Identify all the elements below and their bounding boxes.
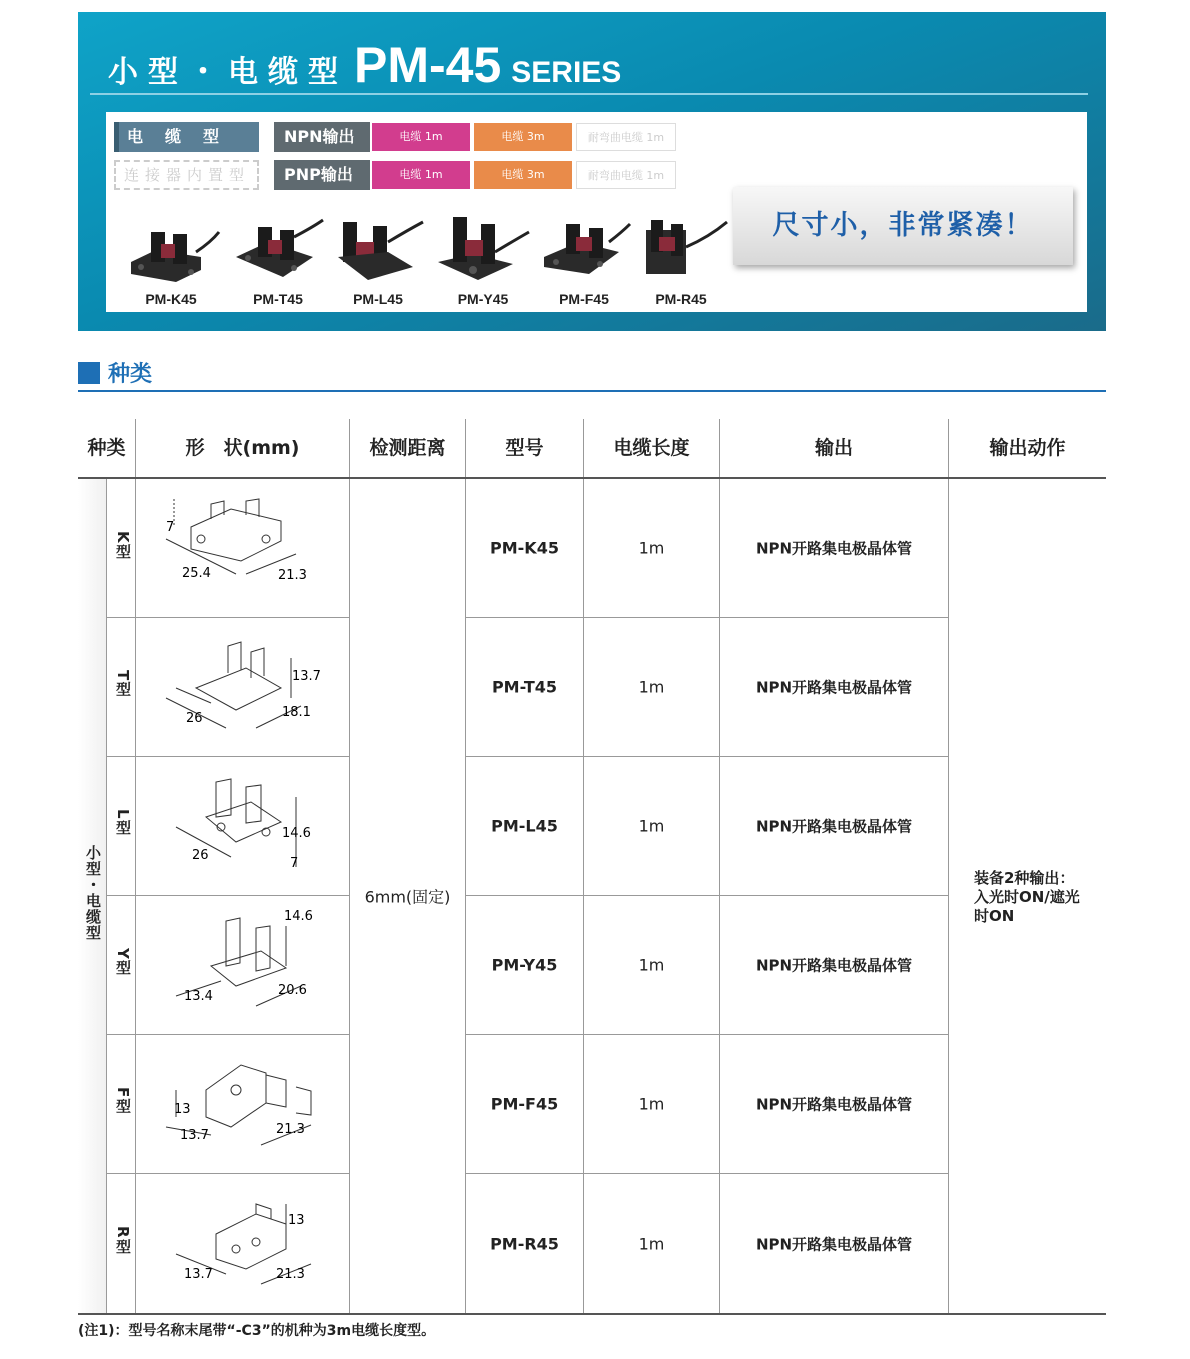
action-cell [949,479,1106,1313]
banner-title-model: PM-45 [354,37,502,93]
dim-label: 26 [186,711,203,726]
output-value: NPN开路集电极晶体管 [755,956,913,975]
cable-value: 1m [638,816,665,836]
model-cell [466,757,584,896]
sensor-image [121,212,221,287]
pnp-output-label: PNP输出 [274,160,370,190]
row-type-cell [107,1035,136,1174]
dim-label: 21.3 [276,1122,305,1137]
group-cell [78,479,107,1313]
cable-cell [584,618,720,757]
section-title: 种类 [108,362,153,387]
footnote: (注1)：型号名称末尾带“-C3”的机种为3m电缆长度型。 [78,1323,436,1339]
model-cell [466,1035,584,1174]
row-type: L型 [114,809,132,836]
product-label: PM-R45 [655,291,707,307]
product-label: PM-T45 [253,291,303,307]
header-cable: 电缆长度 [584,419,720,477]
product-label: PM-L45 [353,291,403,307]
output-cell [720,896,949,1035]
model-cell [466,479,584,618]
shape-cell [136,757,350,896]
output-cell [720,1174,949,1313]
npn-chip-flex: 耐弯曲电缆 1m [576,123,676,151]
dimension-drawing [136,1035,350,1174]
row-type-cell [107,1174,136,1313]
cable-value: 1m [638,955,665,975]
dim-label: 13.7 [180,1128,209,1143]
header-type: 种类 [78,419,136,477]
dimension-drawing [136,1174,350,1313]
row-type: K型 [114,531,132,560]
header-action: 输出动作 [949,419,1106,477]
cable-value: 1m [638,1234,665,1253]
cable-cell [584,896,720,1035]
dim-label: 14.6 [282,826,311,841]
output-cell [720,618,949,757]
sensor-image [534,212,634,287]
shape-cell [136,1174,350,1313]
tag-cable-type: 电缆型 [114,122,259,152]
header-model: 型号 [466,419,584,477]
sensor-image [433,212,533,287]
sensor-image [328,212,428,287]
product-pm-f45 [534,212,634,307]
cable-value: 1m [638,538,665,558]
shape-cell [136,479,350,618]
output-value: NPN开路集电极晶体管 [755,539,913,558]
types-table [78,419,1106,1315]
product-pm-t45 [228,212,328,307]
row-type: Y型 [114,948,132,976]
section-heading [78,356,1106,392]
row-type: R型 [114,1226,132,1255]
row-type: T型 [114,670,132,698]
output-cell [720,479,949,618]
dim-label: 13 [288,1213,305,1228]
distance-cell [350,479,466,1313]
dim-label: 13.7 [184,1267,213,1282]
action-value: 装备2种输出：入光时ON/遮光时ON [974,869,1080,925]
model-cell [466,1174,584,1313]
row-type: F型 [114,1087,132,1115]
output-cell [720,757,949,896]
dim-label: 25.4 [182,566,211,581]
product-label: PM-F45 [559,291,609,307]
shape-cell [136,618,350,757]
product-pm-l45 [328,212,428,307]
header-distance: 检测距离 [350,419,466,477]
model-value: PM-F45 [490,1094,559,1114]
dim-label: 14.6 [284,909,313,924]
dimension-drawing [136,896,350,1035]
dim-label: 13.7 [292,669,321,684]
output-value: NPN开路集电极晶体管 [755,678,913,697]
cable-value: 1m [638,1094,665,1114]
dim-label: 7 [290,856,299,871]
dim-label: 7 [166,520,175,535]
dim-label: 13.4 [184,989,213,1004]
row-type-cell [107,618,136,757]
output-value: NPN开路集电极晶体管 [755,817,913,836]
row-type-cell [107,479,136,618]
cable-cell [584,1174,720,1313]
sensor-image [228,212,328,287]
banner-title [108,36,621,94]
dim-label: 21.3 [278,568,307,583]
pnp-chip-3m: 电缆 3m [474,161,572,189]
output-cell [720,1035,949,1174]
model-value: PM-L45 [491,816,558,836]
tag-connector-type: 连接器内置型 [114,160,259,190]
product-label: PM-K45 [145,291,197,307]
output-value: NPN开路集电极晶体管 [755,1095,913,1114]
npn-chip-1m: 电缆 1m [372,123,470,151]
cable-cell [584,757,720,896]
banner-title-cn: 小型・电缆型 [108,55,348,90]
dim-label: 18.1 [282,705,311,720]
product-pm-y45 [433,212,533,307]
header-shape: 形 状(mm) [136,419,350,477]
dimension-drawing [136,618,350,757]
dimension-drawing [136,757,350,896]
group-label: 小型・电缆型 [84,845,102,941]
banner-divider [90,93,1088,95]
dim-label: 20.6 [278,983,307,998]
model-value: PM-Y45 [491,955,558,975]
model-cell [466,896,584,1035]
banner-title-series: SERIES [511,56,622,89]
pnp-chip-1m: 电缆 1m [372,161,470,189]
row-type-cell [107,896,136,1035]
banner-panel [106,112,1087,312]
product-label: PM-Y45 [457,291,509,307]
cable-value: 1m [638,677,665,697]
model-value: PM-T45 [491,677,558,697]
product-pm-k45 [121,212,221,307]
table-bottom-border [78,1313,1106,1315]
model-cell [466,618,584,757]
output-value: NPN开路集电极晶体管 [755,1235,913,1253]
cable-cell [584,479,720,618]
cable-cell [584,1035,720,1174]
dim-label: 26 [192,848,209,863]
slogan-box: 尺寸小，非常紧凑！ [733,187,1073,265]
shape-cell [136,1035,350,1174]
product-pm-r45 [631,212,731,307]
shape-cell [136,896,350,1035]
distance-value: 6mm(固定) [364,887,451,907]
sensor-image [631,212,731,287]
row-type-cell [107,757,136,896]
pnp-chip-flex: 耐弯曲电缆 1m [576,161,676,189]
model-value: PM-R45 [490,1234,559,1253]
dim-label: 13 [174,1102,191,1117]
dimension-drawing [136,479,350,618]
npn-output-label: NPN输出 [274,122,370,152]
model-value: PM-K45 [490,538,559,558]
product-banner [78,12,1106,331]
npn-chip-3m: 电缆 3m [474,123,572,151]
section-marker-icon [78,362,100,384]
header-output: 输出 [720,419,949,477]
dim-label: 21.3 [276,1267,305,1282]
